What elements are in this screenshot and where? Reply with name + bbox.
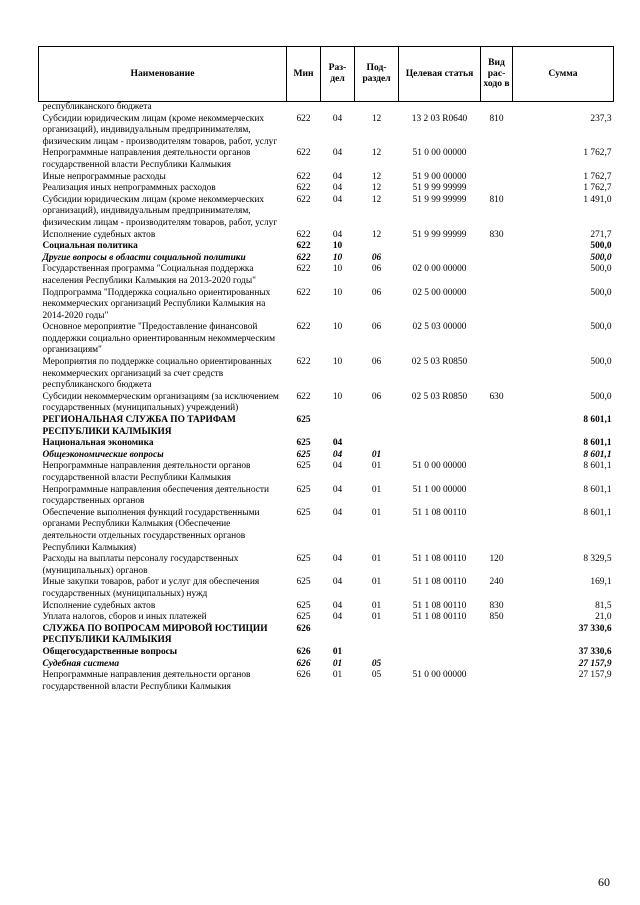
cell-name: РЕГИОНАЛЬНАЯ СЛУЖБА ПО ТАРИФАМ РЕСПУБЛИКИ КАЛМЫКИЯ	[42, 415, 236, 437]
cell-vid: 850	[489, 612, 504, 623]
cell-summa: 8 601,1	[583, 484, 612, 495]
cell-celevaya	[399, 450, 481, 462]
cell-summa: 1 762,7	[583, 171, 612, 182]
cell-min: 625	[296, 438, 311, 449]
cell-razdel	[321, 624, 355, 647]
cell-summa: 237,3	[590, 113, 612, 124]
cell-celevaya	[399, 415, 481, 438]
cell-min: 626	[296, 658, 311, 669]
cell-min: 622	[296, 171, 311, 182]
cell-razdel	[321, 102, 355, 114]
cell-podrazdel: 01	[371, 461, 382, 472]
table-row	[39, 450, 614, 462]
cell-razdel: 04	[332, 612, 343, 623]
cell-razdel: 04	[332, 507, 343, 518]
cell-celevaya: 02 5 03 R0850	[411, 357, 468, 368]
cell-celevaya: 02 0 00 00000	[412, 264, 467, 275]
cell-razdel: 10	[332, 287, 343, 298]
cell-summa: 500,0	[590, 241, 612, 252]
cell-podrazdel: 12	[371, 148, 382, 159]
cell-name: Непрограммные направления деятельности органов государственной власти Республики Калмыкия	[42, 461, 251, 483]
cell-razdel: 04	[332, 484, 343, 495]
cell-name: Субсидии юридическим лицам (кроме некоммерческих организаций), индивидуальным предпринимателям, физическим лицам - производителям товаров, работ, услуг	[42, 113, 278, 147]
cell-name: Реализация иных непрограммных расходов	[42, 183, 216, 194]
cell-celevaya	[399, 624, 481, 647]
table-row	[39, 288, 614, 323]
cell-name: Уплата налогов, сборов и иных платежей	[42, 612, 207, 623]
cell-celevaya: 51 9 00 00000	[412, 171, 467, 182]
cell-summa: 27 157,9	[578, 670, 612, 681]
table-row	[39, 659, 614, 671]
cell-celevaya: 51 1 00 00000	[412, 484, 467, 495]
cell-celevaya	[399, 102, 481, 114]
cell-min	[287, 102, 321, 114]
cell-razdel: 04	[332, 461, 343, 472]
cell-min: 625	[296, 577, 311, 588]
cell-celevaya: 51 1 08 00110	[412, 577, 467, 588]
cell-razdel: 04	[332, 229, 343, 240]
cell-razdel: 10	[332, 391, 343, 402]
cell-vid	[481, 264, 513, 287]
cell-podrazdel: 12	[371, 183, 382, 194]
cell-min: 625	[296, 554, 311, 565]
cell-summa: 1 762,7	[583, 183, 612, 194]
cell-min: 625	[296, 600, 311, 611]
cell-summa: 21,0	[595, 612, 612, 623]
cell-razdel: 04	[332, 148, 343, 159]
cell-min: 625	[296, 484, 311, 495]
cell-summa: 37 330,6	[578, 646, 612, 657]
cell-vid	[481, 508, 513, 554]
cell-summa: 500,0	[590, 322, 612, 333]
header-celevaya: Целевая статья	[399, 47, 481, 102]
table-row	[39, 670, 614, 693]
cell-summa: 500,0	[590, 391, 612, 402]
cell-name: Непрограммные направления деятельности органов государственной власти Республики Калмыкия	[42, 148, 251, 170]
table-row	[39, 114, 614, 149]
cell-razdel: 04	[332, 449, 343, 460]
cell-podrazdel	[355, 241, 399, 253]
budget-table	[38, 46, 614, 693]
table-row	[39, 264, 614, 287]
cell-podrazdel: 01	[371, 449, 382, 460]
table-row	[39, 461, 614, 484]
cell-celevaya: 51 1 08 00110	[412, 554, 467, 565]
cell-vid: 830	[489, 600, 504, 611]
cell-summa: 8 601,1	[583, 438, 612, 449]
cell-summa	[513, 102, 614, 114]
cell-razdel: 04	[332, 438, 343, 449]
cell-podrazdel: 01	[371, 612, 382, 623]
cell-celevaya	[399, 647, 481, 659]
cell-razdel	[321, 415, 355, 438]
cell-razdel: 10	[332, 357, 343, 368]
table-row	[39, 485, 614, 508]
cell-name: СЛУЖБА ПО ВОПРОСАМ МИРОВОЙ ЮСТИЦИИ РЕСПУБЛИКИ КАЛМЫКИЯ	[42, 623, 268, 646]
cell-name: Судебная система	[42, 658, 120, 669]
table-row	[39, 148, 614, 171]
cell-razdel: 10	[332, 264, 343, 275]
cell-podrazdel: 06	[371, 322, 382, 333]
cell-name: Основное мероприятие "Предоставление финансовой поддержки социально ориентированным некоммерческим организациям"	[42, 322, 275, 356]
header-vid: Вид рас-ходо в	[481, 47, 513, 102]
cell-summa: 271,7	[590, 229, 612, 240]
cell-podrazdel: 06	[371, 357, 382, 368]
cell-summa: 8 329,5	[583, 554, 612, 565]
page-number: 60	[598, 875, 610, 889]
cell-podrazdel	[355, 647, 399, 659]
cell-podrazdel: 05	[371, 658, 382, 669]
cell-razdel: 04	[332, 554, 343, 565]
table-row	[39, 612, 614, 624]
cell-celevaya	[399, 659, 481, 671]
cell-podrazdel: 01	[371, 554, 382, 565]
cell-name: Исполнение судебных актов	[42, 229, 156, 240]
cell-vid	[481, 148, 513, 171]
cell-podrazdel: 01	[371, 577, 382, 588]
cell-podrazdel	[355, 102, 399, 114]
cell-celevaya: 51 1 08 00110	[412, 507, 467, 518]
cell-podrazdel: 01	[371, 600, 382, 611]
cell-name: Непрограммные направления деятельности органов государственной власти Республики Калмыкия	[42, 670, 251, 692]
cell-min: 625	[296, 461, 311, 472]
cell-name: республиканского бюджета	[42, 102, 152, 112]
table-row	[39, 415, 614, 438]
table-row	[39, 624, 614, 647]
cell-celevaya: 51 1 08 00110	[412, 600, 467, 611]
cell-podrazdel: 01	[371, 507, 382, 518]
cell-celevaya: 13 2 03 R0640	[411, 113, 468, 124]
cell-vid	[481, 357, 513, 392]
cell-celevaya: 51 9 99 99999	[412, 229, 467, 240]
table-row	[39, 438, 614, 450]
cell-podrazdel: 05	[371, 670, 382, 681]
cell-name: Исполнение судебных актов	[42, 600, 156, 611]
cell-vid	[481, 461, 513, 484]
cell-razdel: 04	[332, 194, 343, 205]
cell-min: 622	[296, 229, 311, 240]
cell-podrazdel: 06	[371, 391, 382, 402]
table-row	[39, 253, 614, 265]
cell-vid	[481, 485, 513, 508]
header-razdel: Раз-дел	[321, 47, 355, 102]
cell-summa: 8 601,1	[583, 461, 612, 472]
cell-min: 625	[296, 449, 311, 460]
cell-celevaya	[399, 438, 481, 450]
cell-name: Государственная программа "Социальная поддержка населения Республики Калмыкия на 2013-2020 годы"	[42, 264, 256, 286]
cell-razdel: 04	[332, 171, 343, 182]
cell-celevaya: 51 9 99 99999	[412, 194, 467, 205]
cell-celevaya: 02 5 00 00000	[412, 287, 467, 298]
cell-podrazdel: 12	[371, 229, 382, 240]
cell-name: Иные закупки товаров, работ и услуг для обеспечения государственных (муниципальных) нужд	[42, 577, 260, 599]
cell-vid	[481, 670, 513, 693]
cell-name: Субсидии некоммерческим организациям (за исключением государственных (муниципальных) учреждений)	[42, 391, 279, 414]
cell-razdel: 01	[332, 658, 343, 669]
cell-summa: 500,0	[590, 252, 612, 263]
cell-name: Мероприятия по поддержке социально ориентированных некоммерческих организаций за счет средств республиканского бюджета	[42, 357, 272, 391]
cell-vid	[481, 659, 513, 671]
cell-min: 622	[296, 241, 311, 252]
cell-razdel: 04	[332, 577, 343, 588]
cell-razdel: 10	[332, 252, 343, 263]
cell-summa: 1 491,0	[583, 194, 612, 205]
cell-razdel: 04	[332, 600, 343, 611]
cell-razdel: 10	[332, 241, 343, 252]
cell-summa: 500,0	[590, 287, 612, 298]
cell-vid	[481, 102, 513, 114]
cell-vid: 120	[489, 554, 504, 565]
cell-celevaya	[399, 241, 481, 253]
cell-name: Расходы на выплаты персоналу государственных (муниципальных) органов	[42, 554, 239, 576]
cell-min: 622	[296, 148, 311, 159]
table-row	[39, 183, 614, 195]
cell-min: 622	[296, 287, 311, 298]
table-row	[39, 357, 614, 392]
cell-vid	[481, 288, 513, 323]
cell-podrazdel: 12	[371, 171, 382, 182]
table-row	[39, 508, 614, 554]
cell-podrazdel: 01	[371, 484, 382, 495]
header-min: Мин	[287, 47, 321, 102]
cell-min: 626	[296, 623, 311, 634]
cell-min: 622	[296, 322, 311, 333]
cell-vid: 240	[489, 577, 504, 588]
cell-celevaya: 02 5 03 00000	[412, 322, 467, 333]
table-row	[39, 172, 614, 184]
cell-summa: 169,1	[590, 577, 612, 588]
cell-celevaya: 51 9 99 99999	[412, 183, 467, 194]
cell-vid	[481, 241, 513, 253]
cell-podrazdel: 06	[371, 287, 382, 298]
table-header	[39, 47, 614, 102]
cell-min: 626	[296, 646, 311, 657]
cell-min: 626	[296, 670, 311, 681]
cell-min: 622	[296, 183, 311, 194]
cell-summa: 8 601,1	[583, 449, 612, 460]
cell-podrazdel: 06	[371, 252, 382, 263]
cell-celevaya: 02 5 03 R0850	[411, 391, 468, 402]
cell-min: 622	[296, 357, 311, 368]
cell-podrazdel: 06	[371, 264, 382, 275]
cell-vid	[481, 253, 513, 265]
cell-min: 625	[296, 612, 311, 623]
cell-summa: 8 601,1	[583, 507, 612, 518]
cell-summa: 500,0	[590, 357, 612, 368]
cell-summa: 8 601,1	[583, 415, 612, 426]
cell-podrazdel: 12	[371, 194, 382, 205]
table-row	[39, 577, 614, 600]
cell-vid	[481, 183, 513, 195]
cell-summa: 81,5	[595, 600, 612, 611]
cell-celevaya	[399, 253, 481, 265]
cell-podrazdel	[355, 415, 399, 438]
cell-vid: 810	[489, 194, 504, 205]
cell-min: 622	[296, 264, 311, 275]
header-summa: Сумма	[513, 47, 614, 102]
cell-vid	[481, 415, 513, 438]
cell-min: 622	[296, 252, 311, 263]
cell-celevaya: 51 0 00 00000	[412, 148, 467, 159]
cell-summa: 27 157,9	[578, 658, 612, 669]
cell-name: Социальная политика	[42, 241, 138, 252]
cell-celevaya: 51 1 08 00110	[412, 612, 467, 623]
cell-summa: 37 330,6	[578, 623, 612, 634]
table-row	[39, 102, 614, 114]
table-row	[39, 230, 614, 242]
cell-name: Другие вопросы в области социальной политики	[42, 252, 246, 263]
cell-vid: 810	[489, 113, 504, 124]
cell-vid	[481, 172, 513, 184]
table-row	[39, 195, 614, 230]
cell-min: 622	[296, 391, 311, 402]
table-row	[39, 647, 614, 659]
cell-min: 625	[296, 507, 311, 518]
cell-vid	[481, 438, 513, 450]
cell-name: Общеэкономические вопросы	[42, 449, 164, 460]
cell-name: Непрограммные направления обеспечения деятельности государственных органов	[42, 484, 270, 507]
table-row	[39, 392, 614, 415]
cell-podrazdel	[355, 438, 399, 450]
cell-celevaya: 51 0 00 00000	[412, 670, 467, 681]
cell-razdel: 04	[332, 113, 343, 124]
cell-name: Иные непрограммные расходы	[42, 171, 166, 182]
cell-min: 622	[296, 194, 311, 205]
cell-name: Обеспечение выполнения функций государственными органами Республики Калмыкия (Обеспечение деятельности отдельных государственных органов Республики Калмыкия)	[42, 507, 260, 553]
cell-razdel: 01	[332, 646, 343, 657]
cell-summa: 1 762,7	[583, 148, 612, 159]
cell-summa: 500,0	[590, 264, 612, 275]
cell-name: Субсидии юридическим лицам (кроме некоммерческих организаций), индивидуальным предпринимателям, физическим лицам - производителям товаров, работ, услуг	[42, 194, 278, 228]
table-row	[39, 554, 614, 577]
table-row	[39, 601, 614, 613]
cell-celevaya: 51 0 00 00000	[412, 461, 467, 472]
cell-razdel: 04	[332, 183, 343, 194]
cell-podrazdel	[355, 624, 399, 647]
cell-name: Национальная экономика	[42, 438, 154, 449]
table-body	[39, 102, 614, 694]
table-row	[39, 241, 614, 253]
cell-razdel: 01	[332, 670, 343, 681]
cell-vid: 630	[489, 391, 504, 402]
cell-vid	[481, 322, 513, 357]
cell-name: Общегосударственные вопросы	[42, 646, 178, 657]
cell-min: 622	[296, 113, 311, 124]
header-name: Наименование	[39, 47, 287, 102]
cell-name: Подпрограмма "Поддержка социально ориентированных некоммерческих организаций Республики Калмыкия на 2014-2020 годы"	[42, 287, 271, 321]
table-row	[39, 322, 614, 357]
cell-vid	[481, 624, 513, 647]
cell-vid	[481, 450, 513, 462]
cell-vid	[481, 647, 513, 659]
cell-podrazdel: 12	[371, 113, 382, 124]
header-podrazdel: Под-раздел	[355, 47, 399, 102]
cell-vid: 830	[489, 229, 504, 240]
cell-min: 625	[296, 415, 311, 426]
cell-razdel: 10	[332, 322, 343, 333]
